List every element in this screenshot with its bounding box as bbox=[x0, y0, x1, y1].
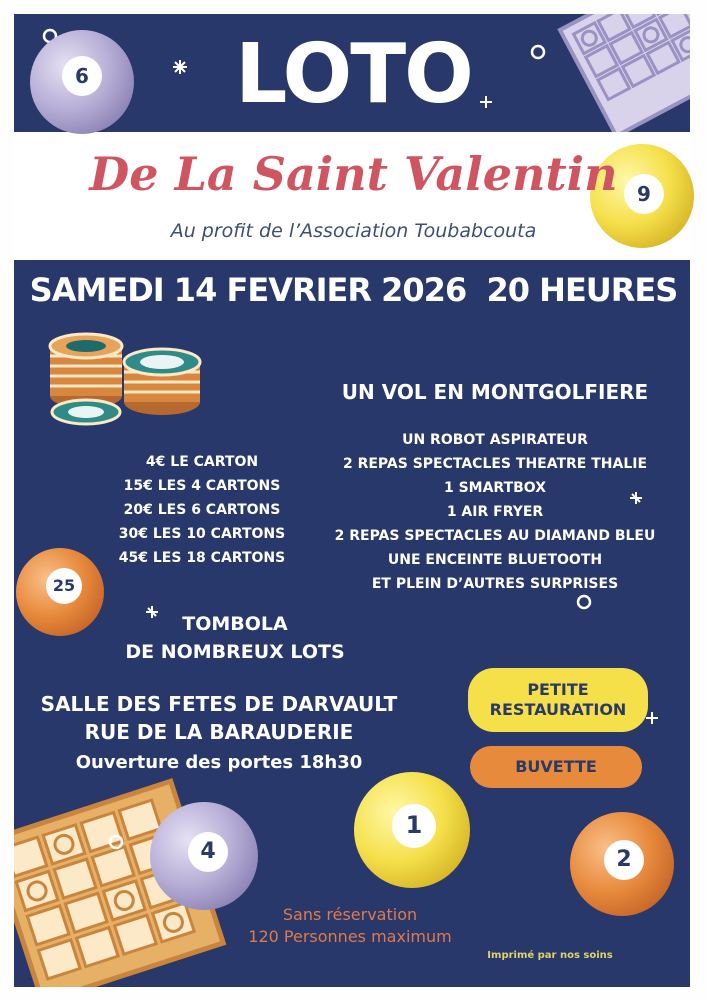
venue-street: RUE DE LA BARAUDERIE bbox=[84, 720, 354, 744]
ball-number-9: 9 bbox=[637, 182, 651, 206]
footer-notes bbox=[190, 904, 510, 948]
price-item: 30€ LES 10 CARTONS bbox=[118, 526, 286, 542]
print-credit: Imprimé par nos soins bbox=[487, 950, 613, 961]
prize-list bbox=[310, 428, 680, 596]
food-badge bbox=[468, 668, 648, 732]
prize-item: ET PLEIN D’AUTRES SURPRISES bbox=[371, 576, 619, 592]
casino-chips-icon bbox=[50, 334, 200, 424]
poster-subtitle: De La Saint Valentin bbox=[89, 147, 618, 201]
ball-number-25: 25 bbox=[52, 576, 76, 595]
opening-time: Ouverture des portes 18h30 bbox=[75, 752, 363, 773]
poster-title: LOTO bbox=[235, 27, 472, 122]
beneficiary-line: Au profit de l’Association Toubabcouta bbox=[170, 220, 537, 242]
prize-item: 2 REPAS SPECTACLES AU DIAMAND BLEU bbox=[334, 528, 656, 544]
footer-line: 120 Personnes maximum bbox=[248, 927, 452, 946]
ball-number-2: 2 bbox=[616, 847, 632, 872]
prize-item: 1 SMARTBOX bbox=[443, 480, 547, 496]
ball-number-6: 6 bbox=[75, 64, 89, 88]
event-date-time: SAMEDI 14 FEVRIER 2026 20 HEURES bbox=[29, 271, 678, 309]
prize-item: UN ROBOT ASPIRATEUR bbox=[402, 432, 588, 448]
prize-item: 2 REPAS SPECTACLES THEATRE THALIE bbox=[342, 456, 648, 472]
price-item: 45€ LES 18 CARTONS bbox=[118, 550, 286, 566]
ball-number-4: 4 bbox=[200, 839, 216, 864]
food-badge-line: RESTAURATION bbox=[489, 700, 627, 719]
tombola-subtitle: DE NOMBREUX LOTS bbox=[125, 641, 345, 663]
ball-number-1: 1 bbox=[405, 811, 423, 839]
food-badge-line: PETITE bbox=[527, 680, 589, 699]
price-item: 4€ LE CARTON bbox=[145, 454, 259, 470]
prize-item: UNE ENCEINTE BLUETOOTH bbox=[387, 552, 603, 568]
tombola-block bbox=[100, 610, 370, 666]
price-list bbox=[92, 450, 312, 570]
price-item: 20€ LES 6 CARTONS bbox=[123, 502, 281, 518]
footer-line: Sans réservation bbox=[282, 905, 418, 924]
price-item: 15€ LES 4 CARTONS bbox=[123, 478, 281, 494]
venue-name: SALLE DES FETES DE DARVAULT bbox=[40, 692, 398, 716]
bar-badge: BUVETTE bbox=[470, 746, 642, 788]
venue-block bbox=[14, 690, 424, 746]
prize-item: 1 AIR FRYER bbox=[446, 504, 544, 520]
tombola-title: TOMBOLA bbox=[182, 613, 288, 635]
main-prize: UN VOL EN MONTGOLFIERE bbox=[341, 380, 649, 404]
